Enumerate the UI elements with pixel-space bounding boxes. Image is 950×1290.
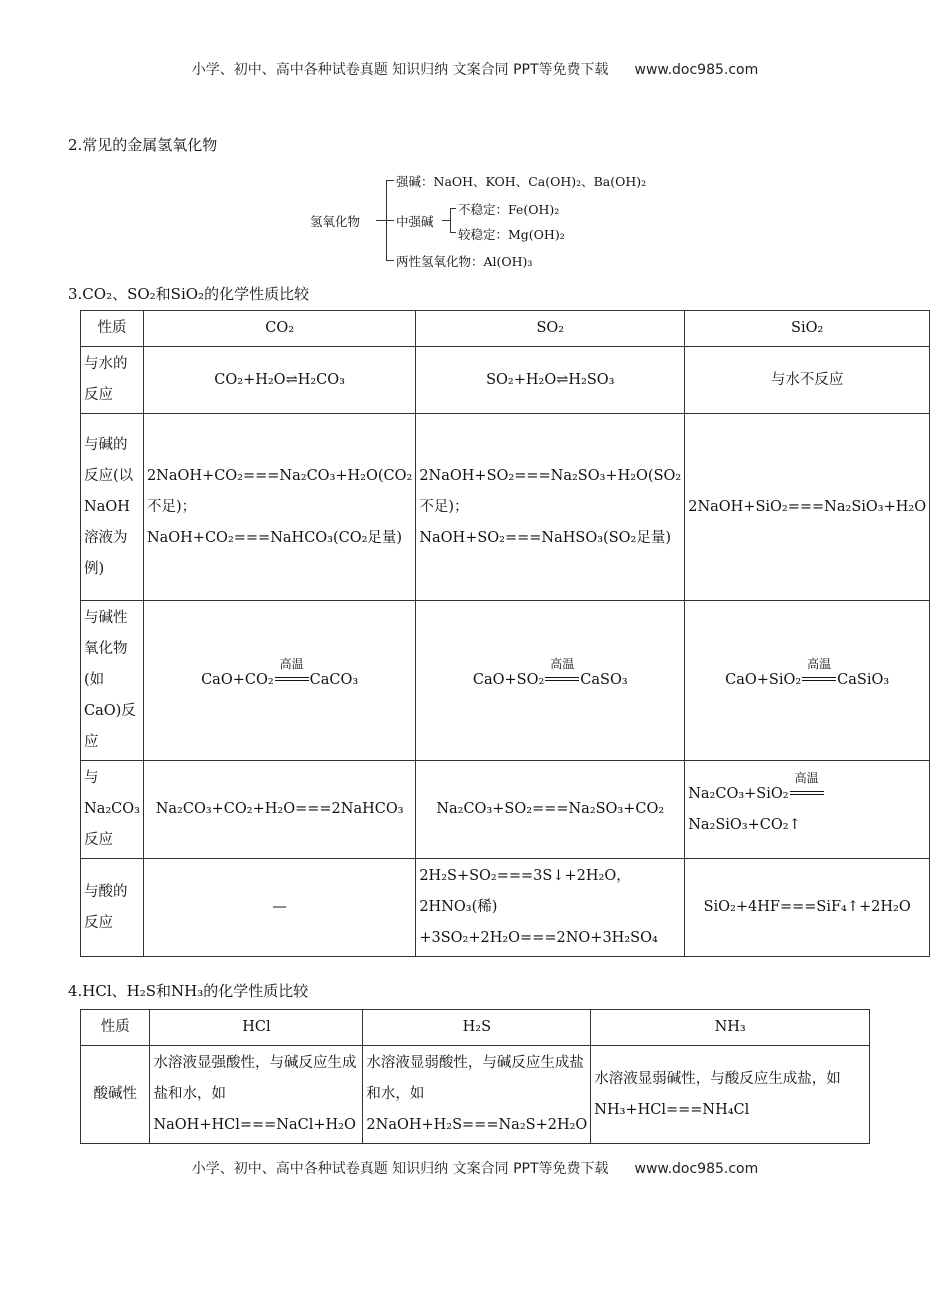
row-label: 酸碱性	[81, 1046, 150, 1144]
co2-base-equation-1: 2NaOH+CO₂===Na₂CO₃+H₂O(CO₂不足)；	[146, 467, 413, 515]
header-cell: SO₂	[416, 311, 685, 347]
equation-left: Na₂CO₃+SiO₂	[688, 785, 789, 802]
table-cell: SiO₂+4HF===SiF₄↑+2H₂O	[685, 859, 930, 957]
footer-text: 小学、初中、高中各种试卷真题 知识归纳 文案合同 PPT等免费下载	[191, 1161, 609, 1177]
section3-title: 3.CO₂、SO₂和SiO₂的化学性质比较	[68, 285, 310, 303]
table-cell: 2NaOH+SiO₂===Na₂SiO₃+H₂O	[685, 414, 930, 601]
tree-amphoteric: 两性氢氧化物：Al(OH)₃	[396, 254, 533, 269]
table-cell	[416, 414, 685, 601]
so2-acid-equation-2: 2HNO₃(稀)	[419, 899, 498, 915]
tree-root: 氢氧化物	[310, 214, 361, 229]
oxide-comparison-table	[80, 310, 930, 957]
equation-right: Na₂SiO₃+CO₂↑	[688, 816, 801, 833]
table-header-row	[81, 1010, 870, 1046]
equation-right: CaSO₃	[580, 672, 628, 688]
co2-base-equation-2: NaOH+CO₂===NaHCO₃(CO₂足量)	[146, 529, 403, 546]
table-row	[81, 601, 930, 761]
equation-right: CaSiO₃	[837, 672, 890, 688]
row-label: 与酸的反应	[81, 859, 144, 957]
table-cell: Na₂CO₃+SO₂===Na₂SO₃+CO₂	[416, 761, 685, 859]
hydroxide-tree	[310, 168, 650, 272]
row-label: 与碱的反应(以NaOH溶液为例)	[81, 414, 144, 601]
hydride-comparison-table	[80, 1009, 870, 1144]
table-header-row	[81, 311, 930, 347]
tree-stable: 较稳定：Mg(OH)₂	[458, 227, 565, 242]
table-cell: Na₂CO₃+CO₂+H₂O===2NaHCO₃	[143, 761, 415, 859]
tree-unstable: 不稳定：Fe(OH)₂	[458, 202, 560, 217]
condition-label: 高温	[279, 657, 304, 671]
table-cell	[685, 761, 930, 859]
so2-acid-equation-1: 2H₂S+SO₂===3S↓+2H₂O，	[419, 868, 631, 884]
condition-label: 高温	[794, 770, 819, 785]
page-footer	[0, 1158, 950, 1178]
table-row	[81, 1046, 870, 1144]
table-cell	[416, 601, 685, 761]
table-row	[81, 859, 930, 957]
equation-left: CaO+SO₂	[472, 672, 545, 688]
table-cell: 水溶液显弱碱性，与酸反应生成盐，如NH₃+HCl===NH₄Cl	[591, 1046, 870, 1144]
header-site: www.doc985.com	[634, 62, 759, 78]
table-cell	[143, 414, 415, 601]
equation-left: CaO+CO₂	[201, 672, 274, 688]
page-header	[0, 59, 950, 79]
header-text: 小学、初中、高中各种试卷真题 知识归纳 文案合同 PPT等免费下载	[191, 62, 609, 78]
header-cell: CO₂	[143, 311, 415, 347]
table-row	[81, 347, 930, 414]
condition-label: 高温	[550, 657, 575, 671]
table-cell	[685, 601, 930, 761]
so2-acid-equation-3: +3SO₂+2H₂O===2NO+3H₂SO₄	[419, 930, 658, 946]
condition-label: 高温	[807, 657, 832, 671]
table-cell: 与水不反应	[685, 347, 930, 414]
row-label: 与水的反应	[81, 347, 144, 414]
table-cell: CO₂+H₂O⇌H₂CO₃	[143, 347, 415, 414]
equation-left: CaO+SiO₂	[725, 672, 802, 688]
header-cell: HCl	[150, 1010, 363, 1046]
table-cell: 水溶液显弱酸性，与碱反应生成盐和水，如2NaOH+H₂S===Na₂S+2H₂O	[363, 1046, 591, 1144]
tree-strong: 强碱：NaOH、KOH、Ca(OH)₂、Ba(OH)₂	[396, 174, 647, 189]
footer-site: www.doc985.com	[634, 1161, 759, 1177]
table-cell	[143, 601, 415, 761]
header-cell: NH₃	[591, 1010, 870, 1046]
table-cell	[416, 859, 685, 957]
header-cell: 性质	[81, 311, 144, 347]
row-label: 与碱性氧化物(如CaO)反应	[81, 601, 144, 761]
row-label: 与Na₂CO₃反应	[81, 761, 144, 859]
table-cell: —	[143, 859, 415, 957]
table-row	[81, 761, 930, 859]
table-cell: 水溶液显强酸性，与碱反应生成盐和水，如NaOH+HCl===NaCl+H₂O	[150, 1046, 363, 1144]
header-cell: SiO₂	[685, 311, 930, 347]
equation-right: CaCO₃	[309, 672, 359, 688]
so2-base-equation-2: NaOH+SO₂===NaHSO₃(SO₂足量)	[419, 529, 671, 546]
header-cell: H₂S	[363, 1010, 591, 1046]
table-row	[81, 414, 930, 601]
tree-medium: 中强碱	[396, 214, 434, 229]
header-cell: 性质	[81, 1010, 150, 1046]
section4-title: 4.HCl、H₂S和NH₃的化学性质比较	[68, 982, 309, 1000]
so2-base-equation-1: 2NaOH+SO₂===Na₂SO₃+H₂O(SO₂不足)；	[419, 467, 682, 515]
section2-title: 2.常见的金属氢氧化物	[68, 136, 218, 154]
table-cell: SO₂+H₂O⇌H₂SO₃	[416, 347, 685, 414]
